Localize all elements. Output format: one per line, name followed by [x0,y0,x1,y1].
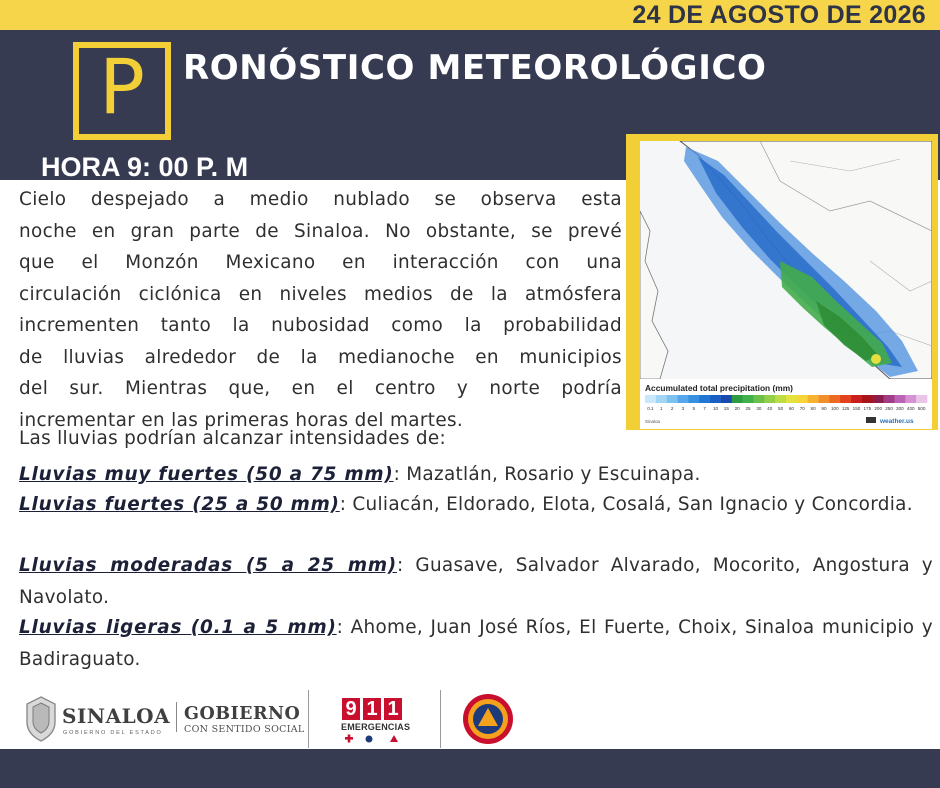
emergency-label: EMERGENCIAS [341,722,411,732]
intensity-intro: Las lluvias podrían alcanzar intensidades de: [19,428,446,449]
legend-tick-label: 3 [681,406,685,411]
emergency-911-logo [342,698,404,720]
footer-divider [440,690,441,748]
bulletin-time: HORA 9: 00 P. M [41,152,249,182]
legend-tick-label: 150 [852,406,861,411]
title-initial: P [99,42,145,131]
forecast-line: Cielo despejado a medio nublado se observa esta [19,189,622,210]
date-bar [0,0,940,30]
title-initial-box [73,42,171,140]
legend-swatch [797,395,808,403]
legend-tick-label: 60 [788,406,794,411]
legend-tick-label: 200 [874,406,883,411]
rain-category-places: : Culiacán, Eldorado, Elota, Cosalá, San Ignacio y Concordia. [339,494,913,515]
bulletin-date: 24 DE AGOSTO DE 2026 [632,1,926,29]
rain-category [19,612,933,675]
legend-tick-label: 400 [906,406,915,411]
forecast-line: incrementen tanto la nubosidad como la probabilidad [19,315,622,336]
legend-title: Accumulated total precipitation (mm) [645,383,793,393]
legend-tick-label: 1 [659,406,663,411]
legend-tick-label: 5 [692,406,696,411]
legend-swatch [699,395,710,403]
legend-swatch [753,395,764,403]
rain-category [19,489,933,521]
forecast-line: del sur. Mientras que, en el centro y norte podría [19,378,622,399]
logo-separator [176,702,177,732]
precipitation-map [640,141,932,429]
legend-tick-label: 0.1 [647,406,654,411]
legend-tick-label: 90 [821,406,827,411]
rain-category [19,550,933,613]
legend-swatch [840,395,851,403]
legend-tick-label: 10 [712,406,719,411]
legend-swatch [894,395,905,403]
rain-category-label: Lluvias fuertes (25 a 50 mm) [19,494,340,515]
legend-tick-label: 20 [734,406,740,411]
flag-icon [866,417,876,423]
legend-swatch [710,395,721,403]
emergency-icons [342,734,404,744]
digit-box: 1 [384,698,402,720]
rain-category-label: Lluvias muy fuertes (50 a 75 mm) [19,464,394,485]
legend-tick-label: 300 [896,406,904,411]
legend-swatch [786,395,797,403]
legend-tick-label: 125 [841,406,850,411]
legend-swatch [775,395,786,403]
legend-swatch [743,395,754,403]
legend-tick-label: 2 [670,406,674,411]
legend-tick-label: 15 [723,406,729,411]
sinaloa-logo-text: SINALOA [62,704,171,728]
legend-tick-label: 70 [799,406,805,411]
forecast-line: incrementar en las primeras horas del martes. [19,409,464,431]
legend-swatch [808,395,819,403]
legend-swatch [884,395,895,403]
legend-tick-label: 500 [917,406,926,411]
rain-category-places: : Ahome, Juan José Ríos, El Fuerte, Choix, Sinaloa municipio y Badiraguato. [19,617,933,670]
forecast-line: noche en gran parte de Sinaloa. No obstante, se prevé [19,220,622,242]
sinaloa-logo-subtext: GOBIERNO DEL ESTADO [63,730,163,736]
rain-category [19,459,933,491]
legend-swatch [916,395,927,403]
legend-swatch [905,395,916,403]
footer-divider [308,690,309,748]
legend-swatch [721,395,732,403]
civil-protection-seal-icon [462,693,514,745]
legend-swatch [851,395,862,403]
legend-tick-label: 30 [756,406,762,411]
forecast-line: de lluvias alrededor de la medianoche en municipios [19,346,622,368]
precipitation-map-svg [640,141,932,429]
legend-swatch [656,395,667,403]
legend-swatch [873,395,884,403]
bottom-bar [0,749,940,788]
rain-category-label: Lluvias moderadas (5 a 25 mm) [19,555,398,576]
legend-swatch [732,395,743,403]
digit-box: 9 [342,698,360,720]
page-title: RONÓSTICO METEOROLÓGICO [183,48,767,88]
legend-swatch [829,395,840,403]
rain-category-places: : Guasave, Salvador Alvarado, Mocorito, Angostura y Navolato. [19,555,933,608]
rain-category-places: : Mazatlán, Rosario y Escuinapa. [393,464,701,485]
forecast-line: circulación ciclónica en niveles medios de la atmósfera [19,283,622,305]
legend-swatch [645,395,656,403]
legend-tick-label: 175 [863,406,872,411]
legend-swatch [678,395,689,403]
legend-swatch [688,395,699,403]
legend-region: Sinaloa [645,419,661,424]
legend-swatch [667,395,678,403]
digit-box: 1 [363,698,381,720]
gobierno-logo-text: GOBIERNO [184,704,301,724]
legend-tick-label: 80 [810,406,816,411]
forecast-paragraph [19,184,622,436]
legend-swatch [764,395,775,403]
forecast-line: que el Monzón Mexicano en interacción con una [19,252,622,273]
legend-swatch [819,395,830,403]
legend-tick-label: 7 [703,406,706,411]
legend-tick-label: 50 [778,406,784,411]
weather-brand: weather.us [880,418,914,425]
footer-logos [0,685,940,749]
legend-tick-label: 25 [745,406,751,411]
legend-swatch [862,395,873,403]
rain-category-label: Lluvias ligeras (0.1 a 5 mm) [19,617,337,638]
legend-tick-label: 100 [830,406,839,411]
legend-tick-label: 250 [885,406,893,411]
gobierno-logo-subtext: CON SENTIDO SOCIAL [184,724,305,735]
legend-tick-label: 40 [767,406,773,411]
very-heavy-rain-spot [871,354,881,364]
state-coat-of-arms-icon [24,696,58,742]
